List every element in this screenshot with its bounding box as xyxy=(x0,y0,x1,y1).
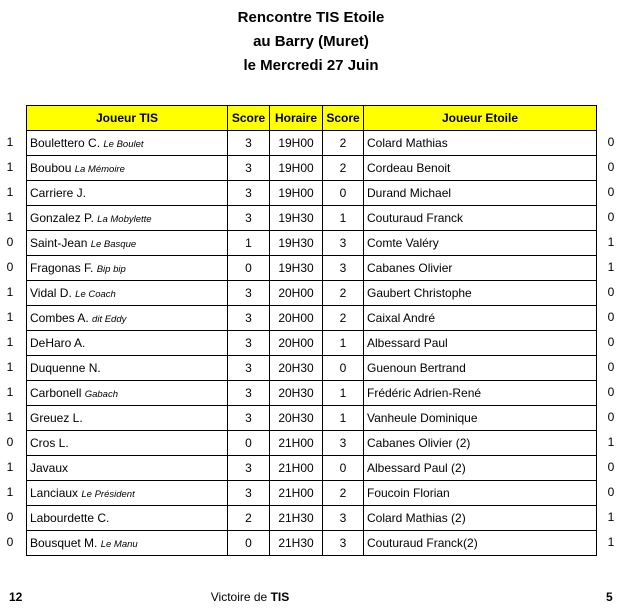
tis-player-nickname: La Mobylette xyxy=(97,214,152,225)
score-tis-cell: 3 xyxy=(228,131,270,156)
tis-player-nickname: dit Eddy xyxy=(92,314,127,325)
total-etoile-value: 5 xyxy=(606,590,613,604)
horaire-cell: 20H30 xyxy=(270,356,323,381)
horaire-cell: 19H00 xyxy=(270,131,323,156)
horaire-cell: 21H30 xyxy=(270,506,323,531)
horaire-cell: 19H00 xyxy=(270,156,323,181)
etoile-point: 0 xyxy=(607,360,615,374)
horaire-cell: 19H00 xyxy=(270,181,323,206)
horaire-cell: 19H30 xyxy=(270,206,323,231)
table-row xyxy=(27,506,597,531)
title-line-2: au Barry (Muret) xyxy=(253,33,369,50)
tis-player-nickname: Le Basque xyxy=(90,239,137,250)
score-etoile-cell: 0 xyxy=(323,181,364,206)
tis-player-name: Cros L. xyxy=(30,436,69,450)
tis-player-name: Duquenne N. xyxy=(30,361,101,375)
tis-player-cell xyxy=(27,306,228,331)
etoile-point: 1 xyxy=(607,435,615,449)
tis-point: 0 xyxy=(6,260,14,274)
score-etoile-cell: 3 xyxy=(323,256,364,281)
score-tis-cell: 3 xyxy=(228,331,270,356)
etoile-player-cell: Couturaud Franck xyxy=(364,206,597,231)
tis-player-cell xyxy=(27,131,228,156)
horaire-cell: 20H30 xyxy=(270,381,323,406)
table-row xyxy=(27,206,597,231)
etoile-player-cell: Cabanes Olivier xyxy=(364,256,597,281)
score-etoile-cell: 3 xyxy=(323,531,364,556)
etoile-player-cell: Caixal André xyxy=(364,306,597,331)
etoile-player-cell: Cordeau Benoit xyxy=(364,156,597,181)
score-tis-cell: 3 xyxy=(228,381,270,406)
etoile-player-cell: Comte Valéry xyxy=(364,231,597,256)
tis-player-name: Combes A. xyxy=(30,311,89,325)
score-tis-cell: 0 xyxy=(228,431,270,456)
score-etoile-cell: 3 xyxy=(323,231,364,256)
tis-player-cell xyxy=(27,156,228,181)
horaire-cell: 20H00 xyxy=(270,281,323,306)
table-row xyxy=(27,431,597,456)
tis-point: 1 xyxy=(6,160,14,174)
score-etoile-cell: 2 xyxy=(323,281,364,306)
score-etoile-cell: 3 xyxy=(323,431,364,456)
etoile-point: 0 xyxy=(607,335,615,349)
header-joueur-tis: Joueur TIS xyxy=(27,106,228,131)
tis-point: 1 xyxy=(6,485,14,499)
horaire-cell: 21H30 xyxy=(270,531,323,556)
etoile-player-cell: Gaubert Christophe xyxy=(364,281,597,306)
horaire-cell: 20H00 xyxy=(270,306,323,331)
tis-player-cell xyxy=(27,281,228,306)
score-etoile-cell: 2 xyxy=(323,156,364,181)
etoile-point: 0 xyxy=(607,285,615,299)
etoile-player-cell: Frédéric Adrien-René xyxy=(364,381,597,406)
horaire-cell: 20H30 xyxy=(270,406,323,431)
horaire-cell: 19H30 xyxy=(270,256,323,281)
score-etoile-cell: 2 xyxy=(323,131,364,156)
score-tis-cell: 3 xyxy=(228,281,270,306)
table-row xyxy=(27,331,597,356)
table-row xyxy=(27,406,597,431)
tis-player-cell xyxy=(27,231,228,256)
title-block xyxy=(0,6,622,78)
score-tis-cell: 3 xyxy=(228,356,270,381)
tis-player-cell xyxy=(27,206,228,231)
score-etoile-cell: 2 xyxy=(323,481,364,506)
tis-point: 1 xyxy=(6,310,14,324)
tis-point: 1 xyxy=(6,335,14,349)
tis-player-nickname: Le Coach xyxy=(75,289,116,300)
tis-point: 1 xyxy=(6,285,14,299)
etoile-point: 0 xyxy=(607,210,615,224)
tis-point: 1 xyxy=(6,360,14,374)
tis-point: 1 xyxy=(6,460,14,474)
tis-player-cell xyxy=(27,531,228,556)
etoile-point: 0 xyxy=(607,185,615,199)
tis-player-name: Vidal D. xyxy=(30,286,72,300)
score-tis-cell: 3 xyxy=(228,306,270,331)
etoile-point: 0 xyxy=(607,460,615,474)
tis-player-nickname: Le Boulet xyxy=(103,139,144,150)
tis-player-nickname: La Mémoire xyxy=(74,164,125,175)
horaire-cell: 19H30 xyxy=(270,231,323,256)
table-row xyxy=(27,131,597,156)
score-tis-cell: 3 xyxy=(228,406,270,431)
tis-player-name: Bousquet M. xyxy=(30,536,98,550)
etoile-player-cell: Guenoun Bertrand xyxy=(364,356,597,381)
score-tis-cell: 0 xyxy=(228,256,270,281)
score-tis-cell: 1 xyxy=(228,231,270,256)
tis-point: 1 xyxy=(6,410,14,424)
tis-point: 0 xyxy=(6,435,14,449)
etoile-point: 1 xyxy=(607,260,615,274)
tis-player-name: DeHaro A. xyxy=(30,336,86,350)
table-row xyxy=(27,481,597,506)
tis-point: 1 xyxy=(6,210,14,224)
tis-point: 1 xyxy=(6,135,14,149)
tis-point: 0 xyxy=(6,510,14,524)
table-row xyxy=(27,281,597,306)
tis-player-cell xyxy=(27,356,228,381)
result-prefix: Victoire de xyxy=(210,590,271,604)
score-tis-cell: 3 xyxy=(228,206,270,231)
tis-player-name: Gonzalez P. xyxy=(30,211,94,225)
result-team: TIS xyxy=(270,590,290,604)
etoile-player-cell: Albessard Paul (2) xyxy=(364,456,597,481)
tis-player-name: Javaux xyxy=(30,461,69,475)
tis-player-cell xyxy=(27,331,228,356)
etoile-player-cell: Couturaud Franck(2) xyxy=(364,531,597,556)
result-text xyxy=(0,589,500,605)
tis-player-name: Boulettero C. xyxy=(30,136,101,150)
tis-player-cell xyxy=(27,381,228,406)
tis-player-cell xyxy=(27,481,228,506)
tis-player-cell xyxy=(27,506,228,531)
table-row xyxy=(27,456,597,481)
horaire-cell: 21H00 xyxy=(270,456,323,481)
tis-player-nickname: Gabach xyxy=(84,389,118,400)
tis-player-name: Boubou xyxy=(30,161,72,175)
header-row xyxy=(27,106,597,131)
score-etoile-cell: 1 xyxy=(323,206,364,231)
etoile-player-cell: Durand Michael xyxy=(364,181,597,206)
etoile-point: 1 xyxy=(607,510,615,524)
etoile-point: 0 xyxy=(607,135,615,149)
tis-point: 0 xyxy=(6,235,14,249)
horaire-cell: 21H00 xyxy=(270,481,323,506)
score-etoile-cell: 0 xyxy=(323,356,364,381)
table-row xyxy=(27,356,597,381)
etoile-point: 0 xyxy=(607,310,615,324)
tis-player-nickname: Bip bip xyxy=(96,264,126,275)
tis-player-cell xyxy=(27,431,228,456)
tis-player-nickname: Le Manu xyxy=(100,539,138,550)
score-etoile-cell: 1 xyxy=(323,406,364,431)
etoile-point: 0 xyxy=(607,485,615,499)
etoile-player-cell: Vanheule Dominique xyxy=(364,406,597,431)
score-tis-cell: 2 xyxy=(228,506,270,531)
etoile-point: 0 xyxy=(607,410,615,424)
match-table xyxy=(26,105,597,556)
title-line-1: Rencontre TIS Etoile xyxy=(237,9,385,26)
table-row xyxy=(27,181,597,206)
etoile-player-cell: Colard Mathias xyxy=(364,131,597,156)
tis-player-cell xyxy=(27,406,228,431)
etoile-player-cell: Colard Mathias (2) xyxy=(364,506,597,531)
score-tis-cell: 0 xyxy=(228,531,270,556)
header-joueur-etoile: Joueur Etoile xyxy=(364,106,597,131)
etoile-player-cell: Cabanes Olivier (2) xyxy=(364,431,597,456)
tis-player-name: Carbonell xyxy=(30,386,82,400)
tis-point: 0 xyxy=(6,535,14,549)
score-tis-cell: 3 xyxy=(228,481,270,506)
etoile-player-cell: Foucoin Florian xyxy=(364,481,597,506)
score-tis-cell: 3 xyxy=(228,156,270,181)
tis-player-name: Fragonas F. xyxy=(30,261,94,275)
tis-player-name: Lanciaux xyxy=(30,486,79,500)
score-tis-cell: 3 xyxy=(228,181,270,206)
table-row xyxy=(27,256,597,281)
score-etoile-cell: 1 xyxy=(323,331,364,356)
tis-player-cell xyxy=(27,256,228,281)
tis-point: 1 xyxy=(6,385,14,399)
table-row xyxy=(27,231,597,256)
horaire-cell: 20H00 xyxy=(270,331,323,356)
tis-player-name: Saint-Jean xyxy=(30,236,88,250)
header-horaire: Horaire xyxy=(270,106,323,131)
etoile-player-cell: Albessard Paul xyxy=(364,331,597,356)
header-score-etoile: Score xyxy=(323,106,364,131)
table-row xyxy=(27,381,597,406)
score-tis-cell: 3 xyxy=(228,456,270,481)
tis-player-name: Greuez L. xyxy=(30,411,83,425)
tis-player-name: Carriere J. xyxy=(30,186,87,200)
tis-player-name: Labourdette C. xyxy=(30,511,110,525)
etoile-point: 0 xyxy=(607,160,615,174)
tis-player-cell xyxy=(27,456,228,481)
header-score-tis: Score xyxy=(228,106,270,131)
tis-point: 1 xyxy=(6,185,14,199)
etoile-point: 1 xyxy=(607,235,615,249)
score-etoile-cell: 0 xyxy=(323,456,364,481)
table-row xyxy=(27,156,597,181)
etoile-point: 1 xyxy=(607,535,615,549)
title-line-3: le Mercredi 27 Juin xyxy=(243,57,379,74)
tis-player-nickname: Le Président xyxy=(81,489,135,500)
tis-player-cell xyxy=(27,181,228,206)
horaire-cell: 21H00 xyxy=(270,431,323,456)
score-etoile-cell: 1 xyxy=(323,381,364,406)
table-row xyxy=(27,531,597,556)
total-etoile xyxy=(606,589,613,605)
etoile-point: 0 xyxy=(607,385,615,399)
score-etoile-cell: 3 xyxy=(323,506,364,531)
total-tis-value: 12 xyxy=(9,590,23,604)
score-etoile-cell: 2 xyxy=(323,306,364,331)
table-row xyxy=(27,306,597,331)
